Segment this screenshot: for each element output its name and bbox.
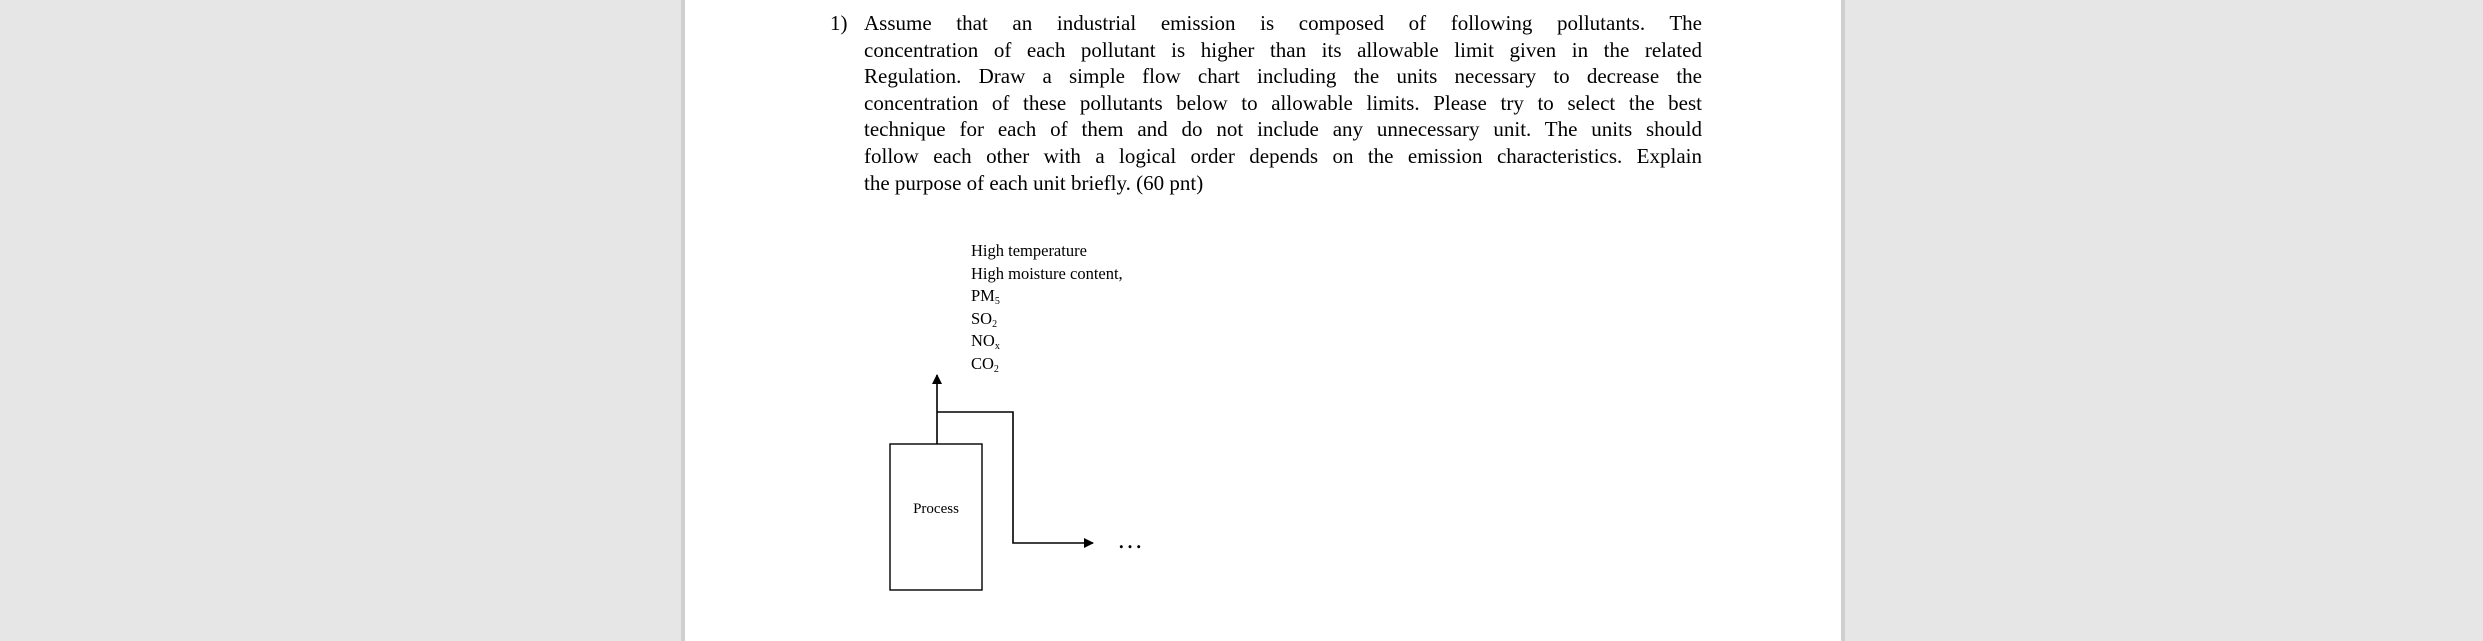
question-line: follow each other with a logical order depends on the emission characteristics. Explain	[864, 143, 1702, 168]
co2-pollutant: $CO_2$	[971, 353, 999, 375]
question-line: Regulation. Draw a simple flow chart including the units necessary to decrease the	[864, 64, 1702, 89]
question-number: 1)	[830, 11, 848, 35]
high-moisture-label: High moisture content,	[971, 263, 1123, 283]
question-line: concentration of these pollutants below to allowable limits. Please try to select the best	[864, 90, 1702, 115]
continuation-ellipsis: …	[1117, 525, 1143, 554]
process-label: Process	[913, 501, 959, 517]
process-box	[890, 444, 982, 590]
question-line: concentration of each pollutant is higher than its allowable limit given in the related	[864, 37, 1702, 62]
flow-diagram	[685, 0, 1849, 641]
so2-pollutant: $SO_2$	[971, 308, 998, 330]
nox-pollutant: $NO_x$	[971, 331, 1000, 352]
question-line: the purpose of each unit briefly. (60 pnt)	[864, 170, 1204, 195]
question-line: Assume that an industrial emission is composed of following pollutants. The	[864, 11, 1702, 35]
pm-pollutant: $PM_5$	[971, 286, 1000, 307]
document-page	[681, 0, 1845, 641]
high-temperature-label: High temperature	[971, 241, 1087, 260]
question-line: technique for each of them and do not include any unnecessary unit. The units should	[864, 117, 1702, 142]
